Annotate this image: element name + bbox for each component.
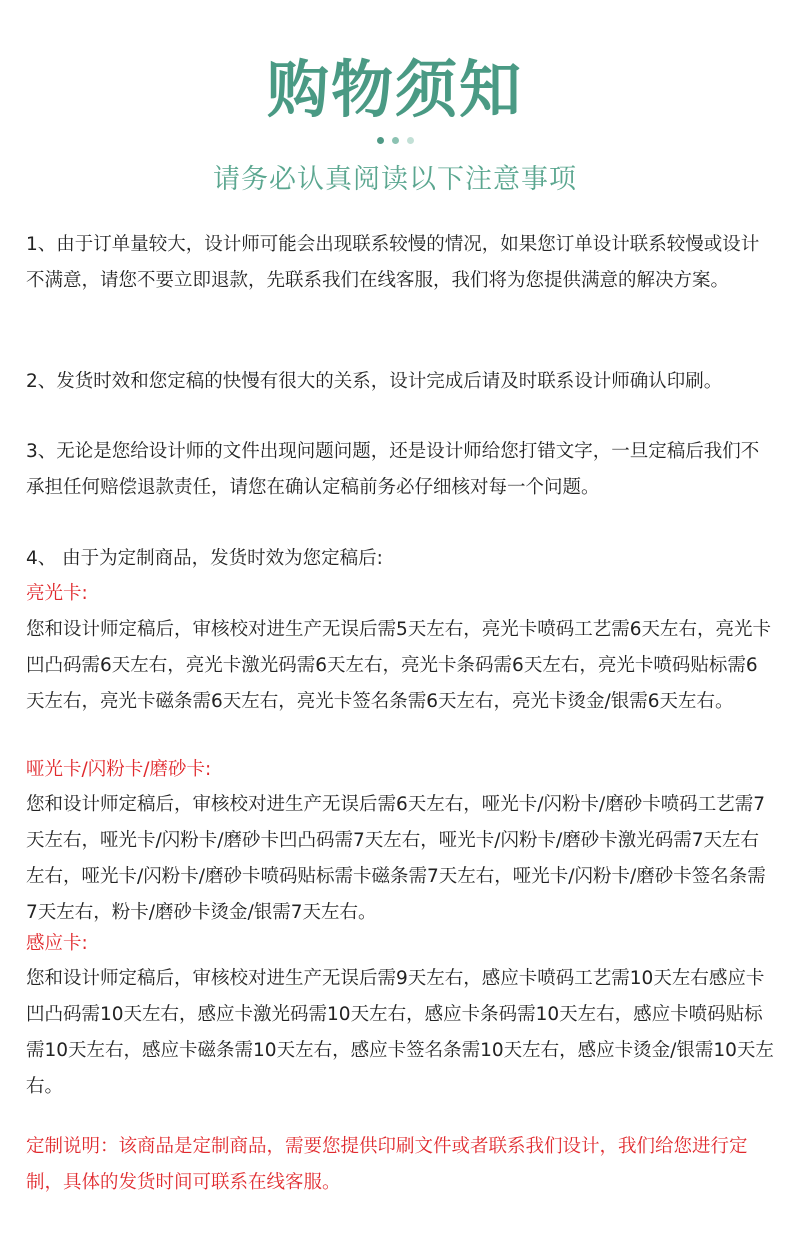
induction-card-text: 您和设计师定稿后，审核校对进生产无误后需9天左右，感应卡喷码工艺需10天左右感应卡凹凸码需10天左右，感应卡激光码需10天左右，感应卡条码需10天左右，感应卡喷码贴标需10天左右，感应卡磁条需10天左右，感应卡签名条需10天左右，感应卡烫金/银需10天左右。: [26, 968, 774, 1097]
notice-item-1: 1、由于订单量较大，设计师可能会出现联系较慢的情况，如果您订单设计联系较慢或设计不满意，请您不要立即退款，先联系我们在线客服，我们将为您提供满意的解决方案。: [26, 234, 760, 291]
dot-light: [407, 137, 414, 144]
matte-card-text: 您和设计师定稿后，审核校对进生产无误后需6天左右，哑光卡/闪粉卡/磨砂卡喷码工艺需7天左右，哑光卡/闪粉卡/磨砂卡凹凸码需7天左右，哑光卡/闪粉卡/磨砂卡激光码需7天左右左右，哑光卡/闪粉卡/磨砂卡喷码贴标需卡磁条需7天左右，哑光卡/闪粉卡/磨砂卡签名条需7天左右，粉卡/磨砂卡烫金/银需7天左右。: [26, 794, 766, 923]
matte-card-label: 哑光卡/闪粉卡/磨砂卡:: [26, 759, 212, 780]
dot-dark: [377, 137, 384, 144]
induction-card-label: 感应卡:: [26, 933, 88, 954]
notice-item-2: 2、发货时效和您定稿的快慢有很大的关系，设计完成后请及时联系设计师确认印刷。: [26, 371, 723, 392]
notice-item-4-intro: 4、 由于为定制商品，发货时效为您定稿后:: [26, 548, 383, 569]
custom-note: 定制说明：该商品是定制商品，需要您提供印刷文件或者联系我们设计，我们给您进行定制，具体的发货时间可联系在线客服。: [26, 1136, 748, 1193]
glossy-card-label: 亮光卡:: [26, 583, 88, 604]
page-title: 购物须知: [266, 53, 523, 126]
decorative-dots: [0, 137, 790, 144]
notice-item-3: 3、无论是您给设计师的文件出现问题问题，还是设计师给您打错文字，一旦定稿后我们不承担任何赔偿退款责任，请您在确认定稿前务必仔细核对每一个问题。: [26, 441, 760, 498]
glossy-card-text: 您和设计师定稿后，审核校对进生产无误后需5天左右，亮光卡喷码工艺需6天左右，亮光卡凹凸码需6天左右，亮光卡激光码需6天左右，亮光卡条码需6天左右，亮光卡喷码贴标需6天左右，亮光卡磁条需6天左右，亮光卡签名条需6天左右，亮光卡烫金/银需6天左右。: [26, 619, 772, 712]
page-subtitle: 请务必认真阅读以下注意事项: [213, 164, 577, 195]
dot-mid: [392, 137, 399, 144]
